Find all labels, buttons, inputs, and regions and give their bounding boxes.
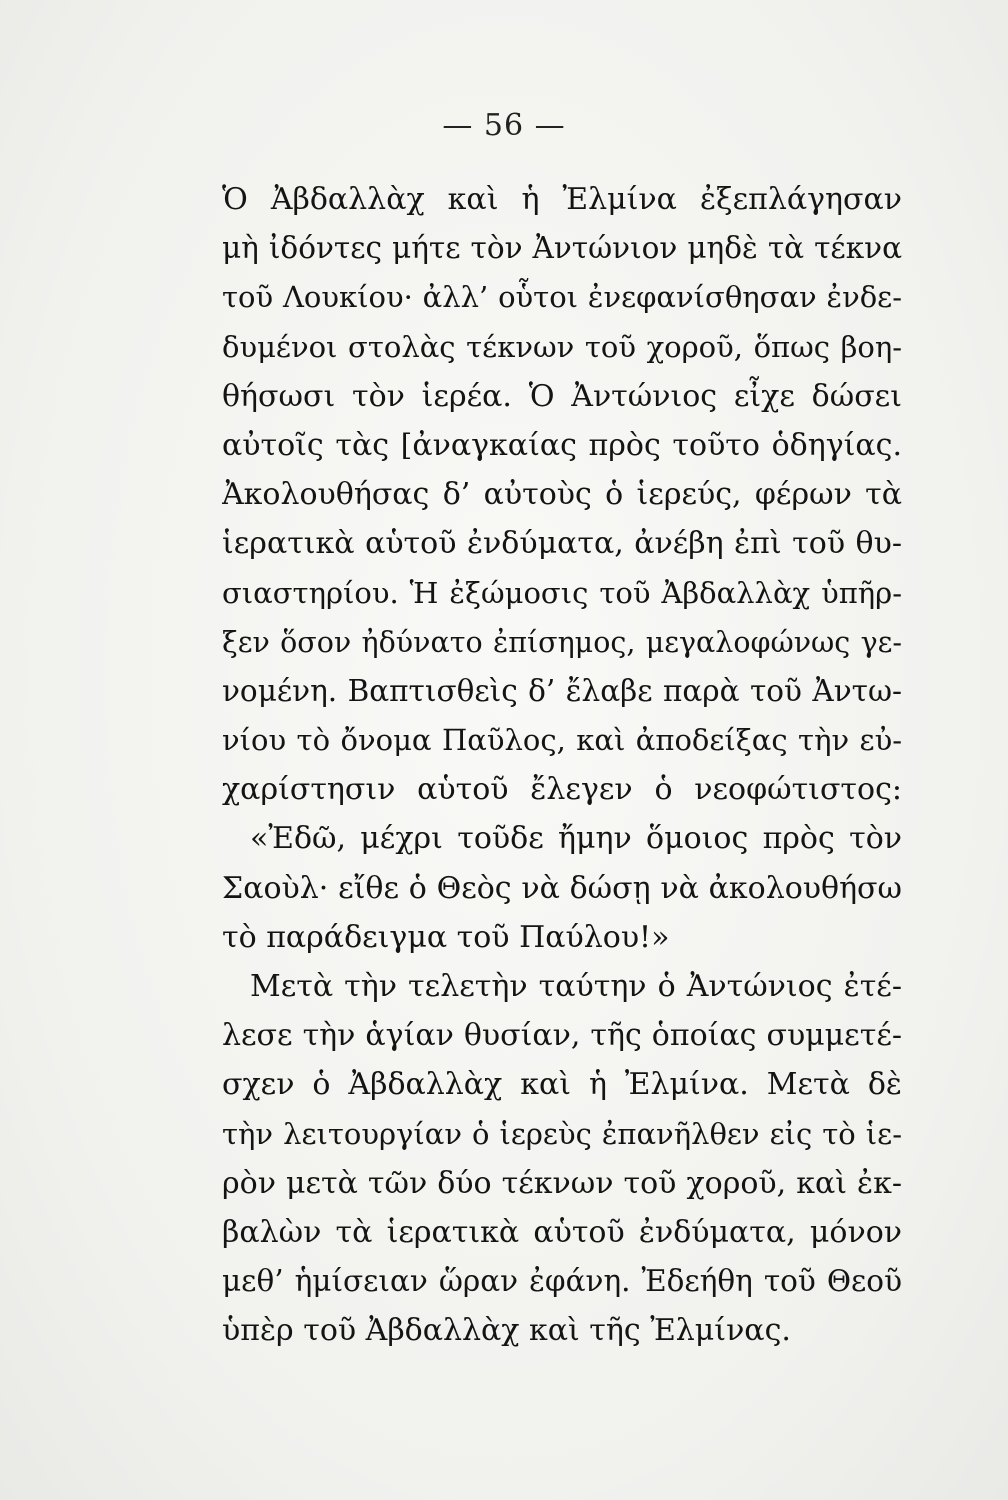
text-line: Ὁ Ἀβδαλλὰχ καὶ ἡ Ἐλμίνα ἐξεπλάγησαν [222, 182, 902, 217]
text-line: θήσωσι τὸν ἱερέα. Ὁ Ἀντώνιος εἶχε δώσει [222, 378, 902, 414]
text-line: Ἀκολουθήσας δ’ αὐτοὺς ὁ ἱερεύς, φέρων τὰ [222, 477, 902, 513]
text-line: νίου τὸ ὄνομα Παῦλος, καὶ ἀποδείξας τὴν εὐ- [222, 723, 902, 758]
text-line: μὴ ἰδόντες μήτε τὸν Ἀντώνιον μηδὲ τὰ τέκνα [222, 231, 902, 266]
text-line: Μετὰ τὴν τελετὴν ταύτην ὁ Ἀντώνιος ἐτέ- [250, 969, 902, 1004]
text-line: μεθ’ ἡμίσειαν ὥραν ἐφάνη. Ἐδεήθη τοῦ Θεοῦ [222, 1264, 902, 1299]
quote-line: τὸ παράδειγμα τοῦ Παύλου!» [222, 919, 670, 955]
quote-line: Σαοὺλ· εἴθε ὁ Θεὸς νὰ δώσῃ νὰ ἀκολουθήσω [222, 870, 902, 906]
text-line: σχεν ὁ Ἀβδαλλὰχ καὶ ἡ Ἐλμίνα. Μετὰ δὲ [222, 1067, 902, 1103]
text-line: τοῦ Λουκίου· ἀλλ’ οὗτοι ἐνεφανίσθησαν ἐνδε- [222, 280, 902, 315]
text-line: ὑπὲρ τοῦ Ἀβδαλλὰχ καὶ τῆς Ἐλμίνας. [222, 1313, 791, 1349]
page-number: — 56 — [442, 108, 566, 143]
text-line: βαλὼν τὰ ἱερατικὰ αὑτοῦ ἐνδύματα, μόνον [222, 1214, 902, 1250]
text-line: χαρίστησιν αὑτοῦ ἔλεγεν ὁ νεοφώτιστος: [222, 772, 902, 808]
body-text [222, 175, 902, 1356]
text-line: τὴν λειτουργίαν ὁ ἱερεὺς ἐπανῆλθεν εἰς τὸ ἱε- [222, 1116, 902, 1151]
text-line: ρὸν μετὰ τῶν δύο τέκνων τοῦ χοροῦ, καὶ ἐκ- [222, 1165, 902, 1201]
text-line: σιαστηρίου. Ἡ ἐξώμοσις τοῦ Ἀβδαλλὰχ ὑπῆρ- [222, 575, 902, 610]
text-line: δυμένοι στολὰς τέκνων τοῦ χοροῦ, ὅπως βοη- [222, 329, 902, 364]
quote-line: «Ἐδῶ, μέχρι τοῦδε ἤμην ὅμοιος πρὸς τὸν [250, 821, 902, 857]
text-line: αὐτοῖς τὰς [ἀναγκαίας πρὸς τοῦτο ὁδηγίας. [222, 427, 902, 463]
text-line: ξεν ὅσον ἠδύνατο ἐπίσημος, μεγαλοφώνως γε- [222, 625, 902, 659]
text-line: λεσε τὴν ἁγίαν θυσίαν, τῆς ὁποίας συμμετέ- [222, 1018, 902, 1054]
text-line: ἱερατικὰ αὑτοῦ ἐνδύματα, ἀνέβη ἐπὶ τοῦ θυ- [222, 526, 902, 562]
text-line: νομένη. Βαπτισθεὶς δ’ ἔλαβε παρὰ τοῦ Ἀντω- [222, 673, 902, 708]
